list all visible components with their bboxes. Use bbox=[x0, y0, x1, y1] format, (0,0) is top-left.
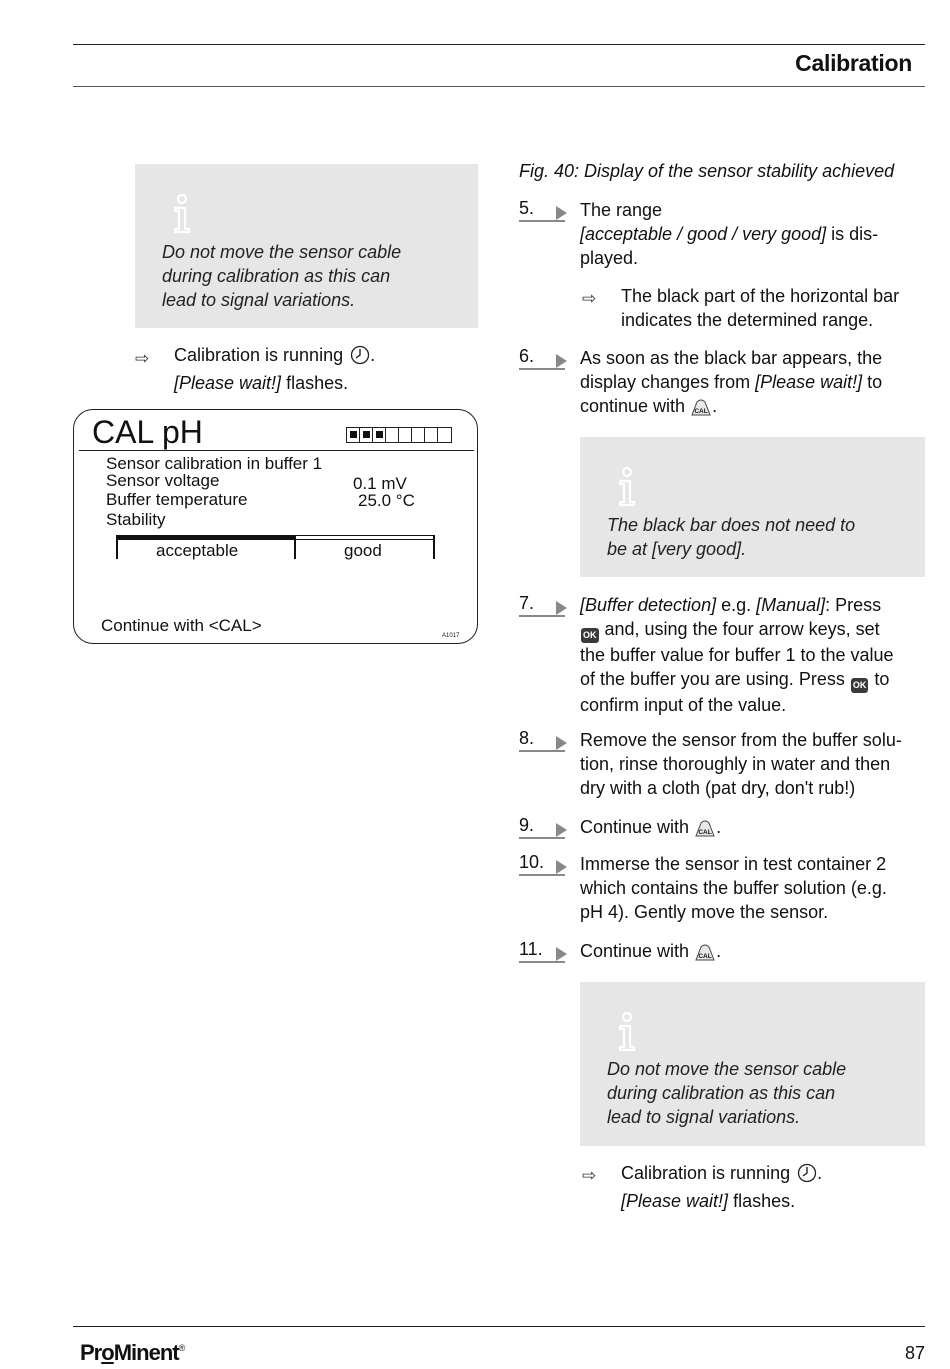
result-text: Calibration is running bbox=[174, 345, 349, 365]
step-line-prefix: continue with bbox=[580, 396, 691, 416]
step-line-prefix: of the buffer you are using. Press bbox=[580, 669, 850, 689]
step-number-10 bbox=[519, 853, 569, 875]
display-temp-label: Buffer temperature bbox=[106, 490, 248, 509]
step-line-prefix: Continue with bbox=[580, 817, 695, 837]
meter-segment bbox=[412, 428, 425, 442]
registered-mark: ® bbox=[178, 1343, 186, 1353]
step-line: played. bbox=[580, 248, 639, 268]
step-10-text bbox=[580, 852, 887, 924]
note-line: lead to signal variations. bbox=[607, 1107, 801, 1127]
meter-segment bbox=[399, 428, 412, 442]
cal-key-icon bbox=[695, 819, 715, 837]
step-line-prefix: Continue with bbox=[580, 941, 695, 961]
meter-segment bbox=[373, 428, 386, 442]
result-text: Calibration is running bbox=[621, 1163, 796, 1183]
meter-segment bbox=[360, 428, 373, 442]
step-number-9 bbox=[519, 816, 569, 838]
display-temp-value: 25.0 °C bbox=[358, 491, 415, 510]
step-line: pH 4). Gently move the sensor. bbox=[580, 902, 829, 922]
step-number-text: 8. bbox=[519, 728, 535, 748]
info-icon bbox=[616, 1012, 638, 1058]
step-8-text bbox=[580, 728, 902, 800]
step-line: the buffer value for buffer 1 to the value bbox=[580, 645, 894, 665]
step-underline bbox=[519, 874, 565, 876]
cal-key-icon bbox=[695, 943, 715, 961]
ok-key-icon: OK bbox=[851, 678, 869, 693]
step-number-text: 11. bbox=[519, 939, 543, 959]
step-line-end: : Press bbox=[825, 595, 882, 615]
ok-key-icon: OK bbox=[581, 628, 599, 643]
step-line-suffix: . bbox=[716, 941, 722, 961]
meter-segment bbox=[425, 428, 438, 442]
step-underline bbox=[519, 615, 565, 617]
step-number-text: 6. bbox=[519, 346, 535, 366]
result-arrow-icon: ⇨ bbox=[582, 1166, 597, 1185]
step-line: As soon as the black bar appears, the bbox=[580, 348, 883, 368]
cal-key-label: CAL bbox=[698, 829, 712, 836]
footer-rule bbox=[73, 1326, 925, 1327]
result-arrow-icon: ⇨ bbox=[582, 289, 597, 308]
header-top-rule bbox=[73, 44, 925, 45]
step-number-text: 10. bbox=[519, 852, 545, 872]
display-divider bbox=[79, 450, 474, 451]
info-icon bbox=[171, 194, 193, 240]
result-calibration-running-left bbox=[174, 343, 375, 395]
step-line: which contains the buffer solution (e.g. bbox=[580, 878, 887, 898]
step-underline bbox=[519, 961, 565, 963]
step-5-text bbox=[580, 198, 878, 270]
cal-key-label: CAL bbox=[694, 408, 708, 415]
info-note-black-bar bbox=[580, 437, 925, 577]
result-text-suffix: . bbox=[817, 1163, 823, 1183]
step-number-8 bbox=[519, 729, 569, 751]
flashes-text: flashes. bbox=[281, 373, 349, 393]
step-underline bbox=[519, 837, 565, 839]
result-line: The black part of the horizontal bar bbox=[621, 286, 900, 306]
note-line: during calibration as this can bbox=[607, 1083, 836, 1103]
logo-part: Minent bbox=[113, 1340, 179, 1365]
please-wait-text: [Please wait!] bbox=[621, 1191, 729, 1211]
step-line-suffix: . bbox=[712, 396, 718, 416]
cal-key-icon bbox=[691, 398, 711, 416]
display-stability-label: Stability bbox=[106, 510, 166, 529]
please-wait-text: [Please wait!] bbox=[755, 372, 863, 392]
clock-icon bbox=[350, 345, 370, 371]
step-line-suffix: . bbox=[716, 817, 722, 837]
display-voltage-label: Sensor voltage bbox=[106, 471, 220, 490]
stability-acceptable-label: acceptable bbox=[156, 541, 239, 560]
figure-caption: Fig. 40: Display of the sensor stability achieved bbox=[519, 161, 895, 181]
step-number-text: 5. bbox=[519, 198, 535, 218]
clock-icon bbox=[797, 1163, 817, 1189]
step-9-text bbox=[580, 815, 721, 839]
display-continue-text: Continue with <CAL> bbox=[101, 616, 262, 635]
info-note-left bbox=[135, 164, 478, 328]
step-number-7 bbox=[519, 594, 569, 616]
stability-bar-left-tick bbox=[116, 535, 118, 559]
result-line: indicates the determined range. bbox=[621, 310, 874, 330]
note-line: Do not move the sensor cable bbox=[607, 1059, 847, 1079]
note-line: The black bar does not need to bbox=[607, 515, 856, 535]
step-arrow-icon bbox=[556, 206, 567, 220]
result-text-suffix: . bbox=[370, 345, 376, 365]
step-line-suffix: to bbox=[862, 372, 883, 392]
stability-bar bbox=[116, 535, 435, 559]
step-line: confirm input of the value. bbox=[580, 695, 787, 715]
step-line: Immerse the sensor in test container 2 bbox=[580, 854, 887, 874]
calibration-display-figure bbox=[73, 409, 478, 644]
step-line-rest: and, using the four arrow keys, set bbox=[599, 619, 880, 639]
display-calibration-line: Sensor calibration in buffer 1 bbox=[106, 454, 323, 473]
logo-o: o bbox=[101, 1340, 114, 1365]
step-number-text: 7. bbox=[519, 593, 535, 613]
step-number-5 bbox=[519, 199, 569, 221]
section-title: Calibration bbox=[795, 50, 912, 76]
please-wait-text: [Please wait!] bbox=[174, 373, 282, 393]
stability-bar-outline bbox=[295, 535, 434, 540]
manual-italic: [Manual] bbox=[756, 595, 826, 615]
step-7-text bbox=[580, 593, 894, 717]
step-line: dry with a cloth (pat dry, don't rub!) bbox=[580, 778, 856, 798]
step-arrow-icon bbox=[556, 947, 567, 961]
step-line-rest: is dis- bbox=[826, 224, 879, 244]
stability-bar-fill bbox=[116, 535, 295, 540]
step-number-text: 9. bbox=[519, 815, 535, 835]
step-arrow-icon bbox=[556, 823, 567, 837]
step-arrow-icon bbox=[556, 601, 567, 615]
flashes-text: flashes. bbox=[728, 1191, 796, 1211]
meter-segment bbox=[347, 428, 360, 442]
figure-code: A1017 bbox=[442, 633, 460, 639]
step-arrow-icon bbox=[556, 736, 567, 750]
meter-segment bbox=[386, 428, 399, 442]
step-number-6 bbox=[519, 347, 569, 369]
stability-good-label: good bbox=[344, 541, 382, 560]
note-line: during calibration as this can bbox=[162, 266, 391, 286]
step-line-suffix: to bbox=[869, 669, 890, 689]
info-note-right bbox=[580, 982, 925, 1146]
logo-part: Pr bbox=[80, 1340, 102, 1365]
stability-bar-mid-tick bbox=[294, 535, 296, 559]
step-11-text bbox=[580, 939, 721, 963]
step-line-mid: e.g. bbox=[716, 595, 757, 615]
note-line: Do not move the sensor cable bbox=[162, 242, 402, 262]
step-underline bbox=[519, 368, 565, 370]
step-underline bbox=[519, 750, 565, 752]
step-6-text bbox=[580, 346, 882, 418]
buffer-detection-italic: [Buffer detection] bbox=[580, 595, 717, 615]
cal-key-label: CAL bbox=[698, 953, 712, 960]
result-calibration-running-right bbox=[621, 1161, 822, 1213]
meter-segment bbox=[438, 428, 451, 442]
result-arrow-icon: ⇨ bbox=[135, 349, 150, 368]
step-arrow-icon bbox=[556, 860, 567, 874]
note-line: lead to signal variations. bbox=[162, 290, 356, 310]
step-line: Remove the sensor from the buffer solu- bbox=[580, 730, 902, 750]
step-line: tion, rinse thoroughly in water and then bbox=[580, 754, 891, 774]
result-step-5 bbox=[621, 284, 899, 332]
display-title: CAL pH bbox=[92, 414, 203, 450]
note-line: be at [very good]. bbox=[607, 539, 747, 559]
info-icon bbox=[616, 467, 638, 513]
header-bottom-rule bbox=[73, 86, 925, 87]
step-line-prefix: display changes from bbox=[580, 372, 756, 392]
stability-bar-right-tick bbox=[433, 535, 435, 559]
step-arrow-icon bbox=[556, 354, 567, 368]
display-voltage-value: 0.1 mV bbox=[353, 474, 407, 493]
step-underline bbox=[519, 220, 565, 222]
stability-meter-icon bbox=[346, 427, 452, 443]
prominent-logo bbox=[80, 1340, 185, 1366]
step-number-11 bbox=[519, 940, 569, 962]
step-line: The range bbox=[580, 200, 663, 220]
page-number: 87 bbox=[904, 1343, 925, 1363]
range-italic: [acceptable / good / very good] bbox=[580, 224, 827, 244]
